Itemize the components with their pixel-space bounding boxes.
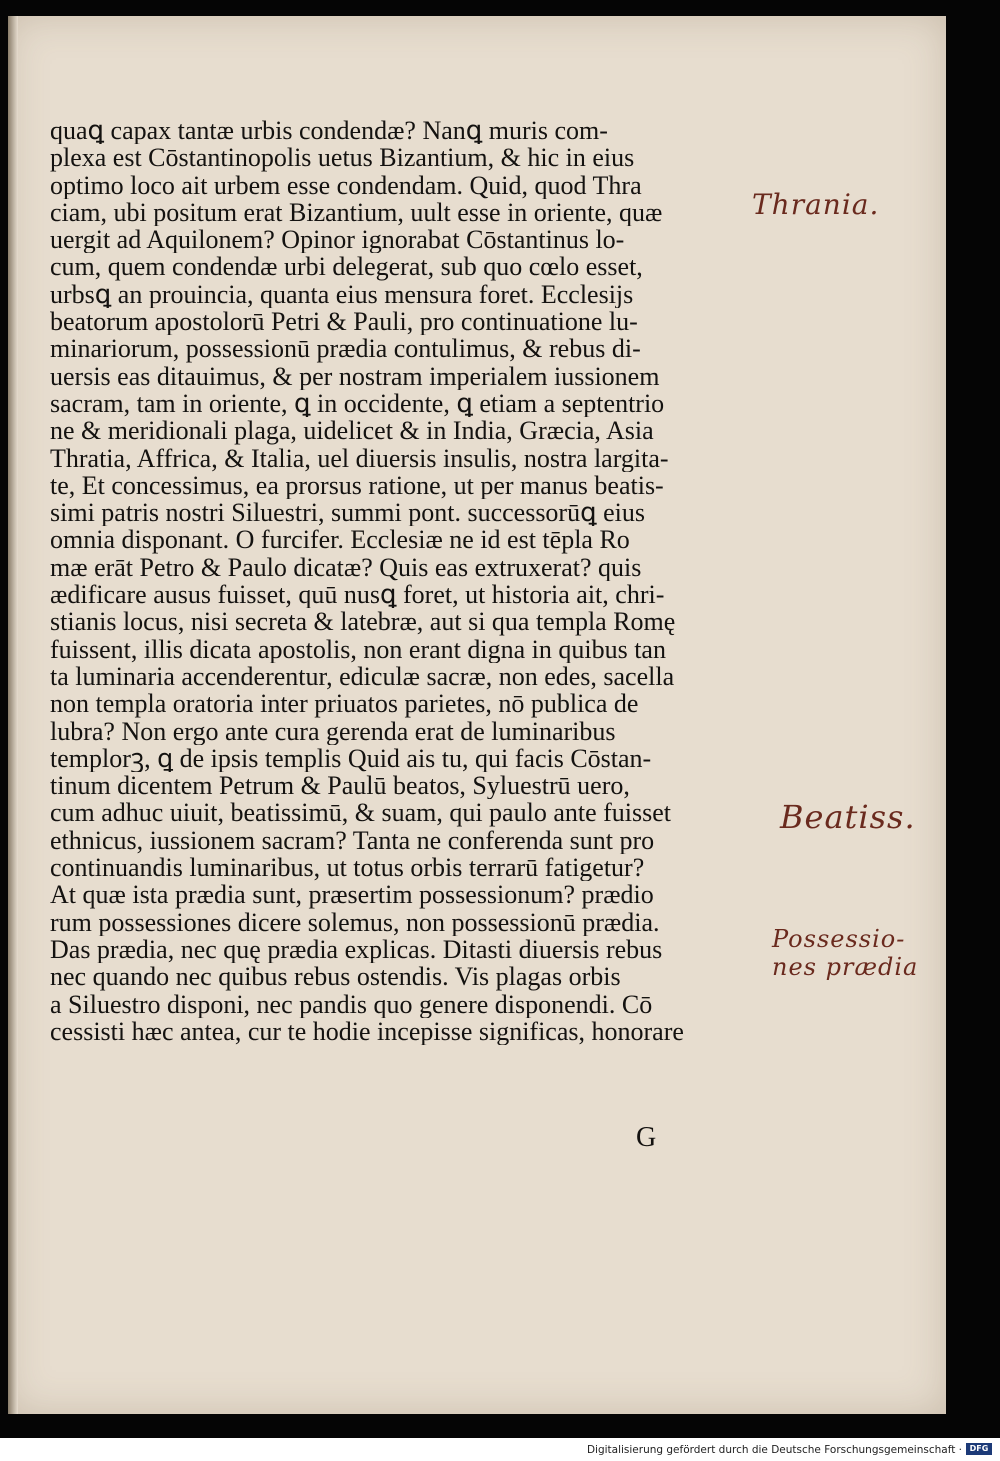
printed-text-block bbox=[50, 117, 730, 1045]
text-line: Thratia, Affrica, & Italia, uel diuersis insulis, nostra largita- bbox=[50, 444, 669, 472]
text-line: te, Et concessimus, ea prorsus ratione, ut per manus beatis- bbox=[50, 471, 664, 500]
text-line: cum, quem condendæ urbi delegerat, sub quo cœlo esset, bbox=[50, 253, 643, 281]
text-line: omnia disponant. O furcifer. Ecclesiæ ne id est tēpla Ro bbox=[50, 526, 630, 554]
text-line: stianis locus, nisi secreta & latebræ, aut si qua templa Romę bbox=[50, 608, 676, 636]
text-line: fuissent, illis dicata apostolis, non erant digna in quibus tan bbox=[50, 635, 666, 663]
footer-bar bbox=[0, 1438, 1000, 1461]
text-line: ethnicus, iussionem sacram? Tanta ne conferenda sunt pro bbox=[50, 826, 655, 855]
text-line: sacram, tam in oriente, ꝗ in occidente, ꝗ etiam a septentrio bbox=[50, 389, 665, 418]
text-line: simi patris nostri Siluestri, summi pont. successorūꝗ eius bbox=[50, 499, 645, 527]
text-line: tinum dicentem Petrum & Paulū beatos, Syluestrū uero, bbox=[50, 772, 630, 800]
funding-notice: Digitalisierung gefördert durch die Deutsche Forschungsgemeinschaft · bbox=[586, 1444, 962, 1456]
text-line: templorꝫ, ꝗ de ipsis templis Quid ais tu, qui facis Cōstan- bbox=[50, 744, 652, 773]
text-line: cum adhuc uiuit, beatissimū, & suam, qui paulo ante fuisset bbox=[50, 799, 672, 827]
text-line: ta luminaria accenderentur, ediculæ sacræ, non edes, sacella bbox=[50, 662, 675, 691]
marginal-note-beatiss: Beatiss. bbox=[780, 798, 916, 836]
text-line: continuandis luminaribus, ut totus orbis terrarū fatigetur? bbox=[50, 854, 645, 882]
text-line: ædificare ausus fuisset, quū nusꝗ foret, ut historia ait, chri- bbox=[50, 581, 665, 609]
text-line: optimo loco ait urbem esse condendam. Quid, quod Thra bbox=[50, 171, 642, 199]
text-line: urbsꝗ an prouincia, quanta eius mensura foret. Ecclesijs bbox=[50, 280, 634, 309]
text-line: quaꝗ capax tantæ urbis condendæ? Nanꝗ muris com- bbox=[50, 117, 608, 145]
marginal-note-line: nes prædia bbox=[772, 953, 919, 981]
page-gutter bbox=[8, 16, 18, 1414]
text-line: non templa oratoria inter priuatos parietes, nō publica de bbox=[50, 690, 639, 718]
signature-mark: G bbox=[636, 1122, 657, 1153]
text-line: uersis eas ditauimus, & per nostram imperialem iussionem bbox=[50, 362, 660, 390]
text-line: beatorum apostolorū Petri & Pauli, pro continuatione lu- bbox=[50, 308, 638, 336]
text-line: uergit ad Aquilonem? Opinor ignorabat Cōstantinus lo- bbox=[50, 226, 625, 254]
text-line: a Siluestro disponi, nec pandis quo genere disponendi. Cō bbox=[50, 990, 653, 1018]
text-line: rum possessiones dicere solemus, non possessionū prædia. bbox=[50, 908, 660, 936]
marginal-note-thrania: Thrania. bbox=[752, 188, 880, 221]
text-line: cessisti hæc antea, cur te hodie incepisse significas, honorare bbox=[50, 1017, 684, 1046]
text-line: ne & meridionali plaga, uidelicet & in India, Græcia, Asia bbox=[50, 417, 654, 445]
text-line: mæ erāt Petro & Paulo dicatæ? Quis eas extruxerat? quis bbox=[50, 553, 642, 582]
text-line: nec quando nec quibus rebus ostendis. Vis plagas orbis bbox=[50, 963, 621, 991]
text-line: ciam, ubi positum erat Bizantium, uult esse in oriente, quæ bbox=[50, 198, 663, 227]
dfg-logo: DFG bbox=[966, 1443, 992, 1455]
marginal-note-possessiones bbox=[772, 925, 918, 981]
text-line: Das prædia, nec quę prædia explicas. Ditasti diuersis rebus bbox=[50, 935, 663, 964]
text-line: At quæ ista prædia sunt, præsertim possessionum? prædio bbox=[50, 881, 654, 909]
text-line: lubra? Non ergo ante cura gerenda erat de luminaribus bbox=[50, 717, 616, 745]
marginal-note-line: Possessio- bbox=[772, 925, 906, 953]
text-line: plexa est Cōstantinopolis uetus Bizantium, & hic in eius bbox=[50, 144, 635, 172]
text-line: minariorum, possessionū prædia contulimus, & rebus di- bbox=[50, 335, 641, 363]
